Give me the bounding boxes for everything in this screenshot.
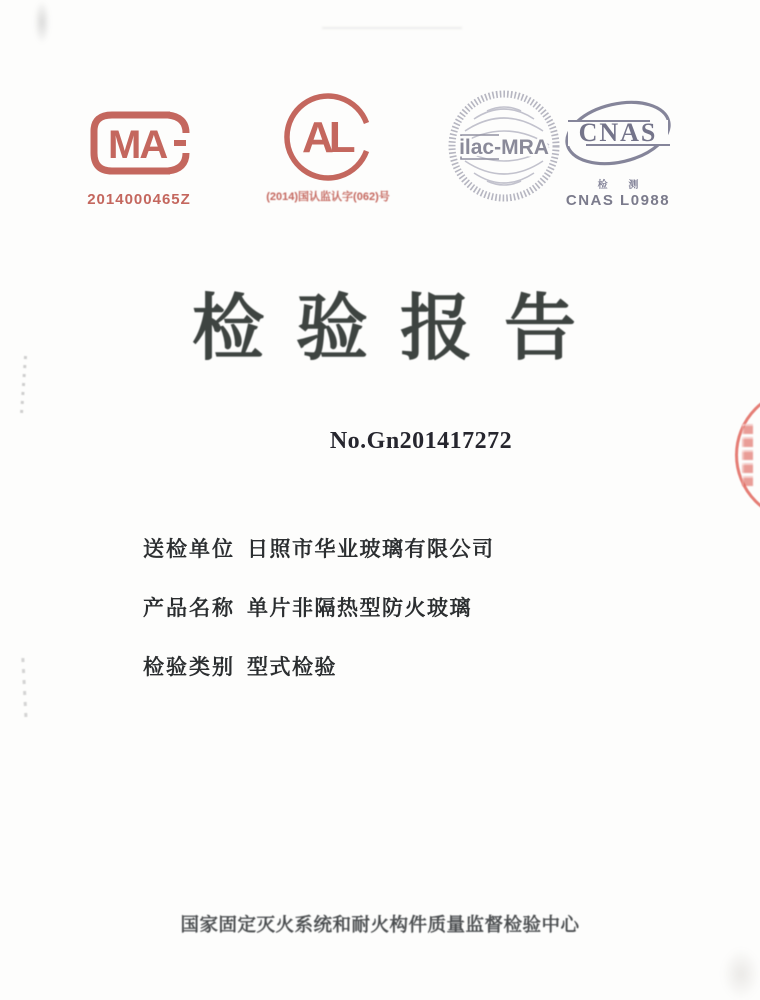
- field-inspection-type: [143, 651, 495, 681]
- field-label: 产品名称: [143, 597, 235, 620]
- cnas-logo: [561, 96, 675, 209]
- field-label: 送检单位: [143, 538, 235, 561]
- cal-cert-number: (2014)国认监认字(062)号: [266, 191, 390, 203]
- cal-mark-icon: [280, 92, 376, 186]
- cnas-mark-icon: [562, 96, 674, 174]
- cal-letters: AL: [302, 113, 351, 162]
- report-title: 检 验 报 告: [191, 289, 582, 369]
- scan-smudge: [34, 0, 50, 44]
- cma-mark-icon: [86, 108, 192, 178]
- field-value: 单片非隔热型防火玻璃: [247, 597, 472, 620]
- binding-mark: [21, 658, 27, 722]
- ilac-mra-icon: [447, 89, 561, 203]
- cal-logo: [258, 92, 398, 204]
- cnas-letters: CNAS: [578, 118, 658, 147]
- field-value: 型式检验: [247, 656, 337, 679]
- ilac-mra-label: ilac-MRA: [459, 136, 549, 159]
- cma-logo: [84, 108, 194, 208]
- cma-cert-number: 2014000465Z: [87, 191, 191, 208]
- field-value: 日照市华业玻璃有限公司: [247, 538, 495, 561]
- field-product-name: [143, 592, 495, 622]
- field-submitting-unit: [143, 533, 495, 563]
- ilac-mra-logo: [447, 89, 561, 208]
- cma-letters: MA: [108, 123, 167, 167]
- cnas-sub-label: 检 测: [597, 180, 648, 191]
- cnas-cert-number: CNAS L0988: [565, 192, 671, 209]
- issuing-organization: 国家固定灭火系统和耐火构件质量监督检验中心: [180, 914, 580, 935]
- red-seal-characters: [742, 424, 753, 486]
- scan-line-artifact: [322, 27, 462, 29]
- scan-smudge: [722, 948, 760, 1000]
- report-number: No.Gn201417272: [329, 428, 513, 454]
- report-fields: [143, 533, 495, 710]
- field-label: 检验类别: [143, 656, 235, 679]
